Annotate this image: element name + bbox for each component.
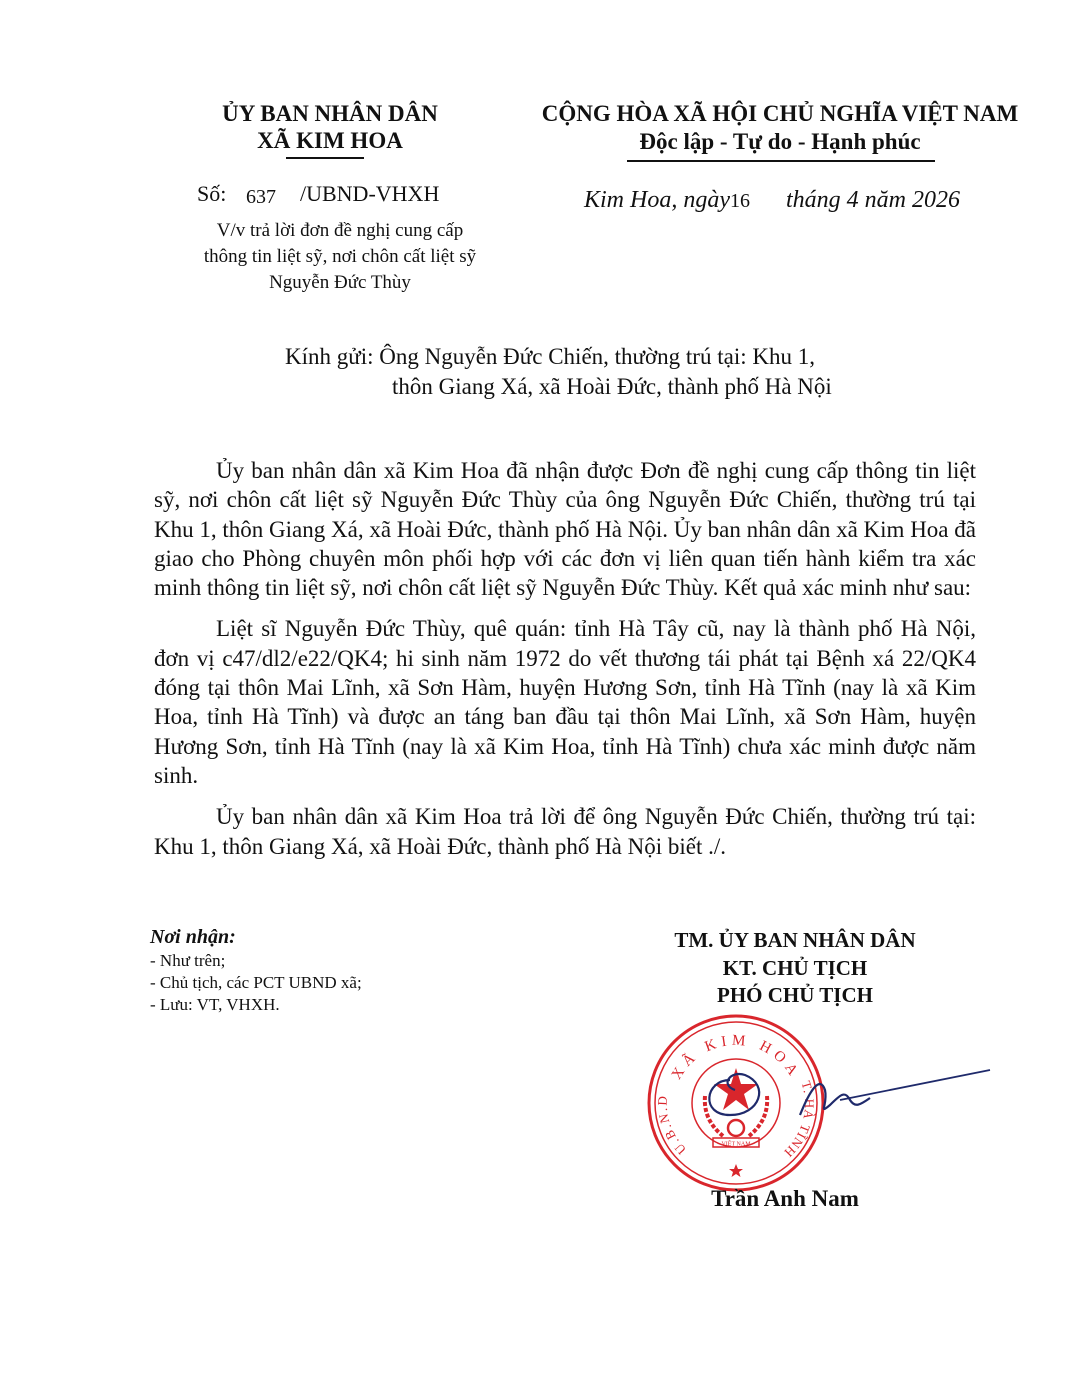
seal-ribbon: VIỆT NAM	[721, 1141, 751, 1148]
recipients-title: Nơi nhận:	[150, 926, 236, 948]
motto-underline	[627, 160, 935, 162]
seal-text-right: T. HÀ TĨNH	[780, 1079, 818, 1161]
handwritten-signature	[700, 1060, 1000, 1140]
recipients-item: - Lưu: VT, VHXH.	[150, 995, 280, 1014]
body-paragraph-2: Liệt sĩ Nguyễn Đức Thùy, quê quán: tỉnh Hà Tây cũ, nay là thành phố Hà Nội, đơn vị c47/dl2/e22/QK4; hi sinh năm 1972 do vết thương tái phát tại Bệnh xá 22/QK4 đóng tại thôn Mai Lĩnh, xã Sơn Hàm, huyện Hương Sơn, tỉnh Hà Tĩnh (nay là xã Kim Hoa, tỉnh Hà Tĩnh) và được an táng ban đầu tại thôn Mai Lĩnh, xã Sơn Hàm, huyện Hương Sơn, tỉnh Hà Tĩnh (nay là xã Kim Hoa, tỉnh Hà Tĩnh) chưa xác minh được năm sinh.	[154, 616, 976, 788]
date-month-year: tháng 4 năm 2026	[786, 187, 960, 213]
national-title: CỘNG HÒA XÃ HỘI CHỦ NGHĨA VIỆT NAM	[541, 101, 1019, 126]
seal-text-left: U.B.N.D	[654, 1093, 689, 1158]
recipients-list	[150, 950, 362, 1016]
doc-number-value: 637	[246, 186, 276, 208]
signature-title-1: TM. ỦY BAN NHÂN DÂN	[674, 928, 916, 952]
body-paragraph-1: Ủy ban nhân dân xã Kim Hoa đã nhận được Đơn đề nghị cung cấp thông tin liệt sỹ, nơi chôn cất liệt sỹ Nguyễn Đức Thùy của ông Nguyễn Đức Chiến, thường trú tại Khu 1, thôn Giang Xá, xã Hoài Đức, thành phố Hà Nội. Ủy ban nhân dân xã Kim Hoa đã giao cho Phòng chuyên môn phối hợp với các đơn vị liên quan tiến hành kiểm tra xác minh thông tin liệt sỹ, nơi chôn cất liệt sỹ Nguyễn Đức Thùy. Kết quả xác minh như sau:	[154, 458, 976, 601]
doc-number-code: /UBND-VHXH	[300, 181, 440, 206]
signature-title-3: PHÓ CHỦ TỊCH	[717, 983, 873, 1007]
issuing-org-line1: ỦY BAN NHÂN DÂN	[222, 101, 438, 126]
recipients-item: - Như trên;	[150, 951, 226, 970]
issuing-org-line2: XÃ KIM HOA	[257, 128, 403, 153]
date-prefix: Kim Hoa, ngày	[584, 187, 730, 213]
subject-line3: Nguyễn Đức Thùy	[269, 272, 411, 293]
national-motto: Độc lập - Tự do - Hạnh phúc	[639, 129, 921, 154]
body-text	[154, 456, 976, 873]
signer-name: Trần Anh Nam	[711, 1186, 859, 1211]
subject-line2: thông tin liệt sỹ, nơi chôn cất liệt sỹ	[203, 246, 477, 267]
recipient-line2: thôn Giang Xá, xã Hoài Đức, thành phố Hà Nội	[392, 374, 832, 399]
issue-date	[584, 187, 960, 214]
subject-block	[170, 218, 510, 296]
seal-bottom-star-icon	[729, 1164, 743, 1177]
date-day: 16	[730, 190, 750, 212]
doc-number-label: Số:	[197, 181, 227, 206]
body-paragraph-3: Ủy ban nhân dân xã Kim Hoa trả lời để ông Nguyễn Đức Chiến, thường trú tại: Khu 1, thôn Giang Xá, xã Hoài Đức, thành phố Hà Nội biết ./.	[154, 804, 976, 859]
recipient-line1: Kính gửi: Ông Nguyễn Đức Chiến, thường trú tại: Khu 1,	[285, 344, 815, 369]
recipients-item: - Chủ tịch, các PCT UBND xã;	[150, 973, 362, 992]
org-underline	[286, 157, 364, 159]
seal-text-top: XÃ KIM HOA	[668, 1032, 804, 1083]
signature-title-2: KT. CHỦ TỊCH	[722, 956, 868, 980]
subject-line1: V/v trả lời đơn đề nghị cung cấp	[216, 220, 464, 241]
